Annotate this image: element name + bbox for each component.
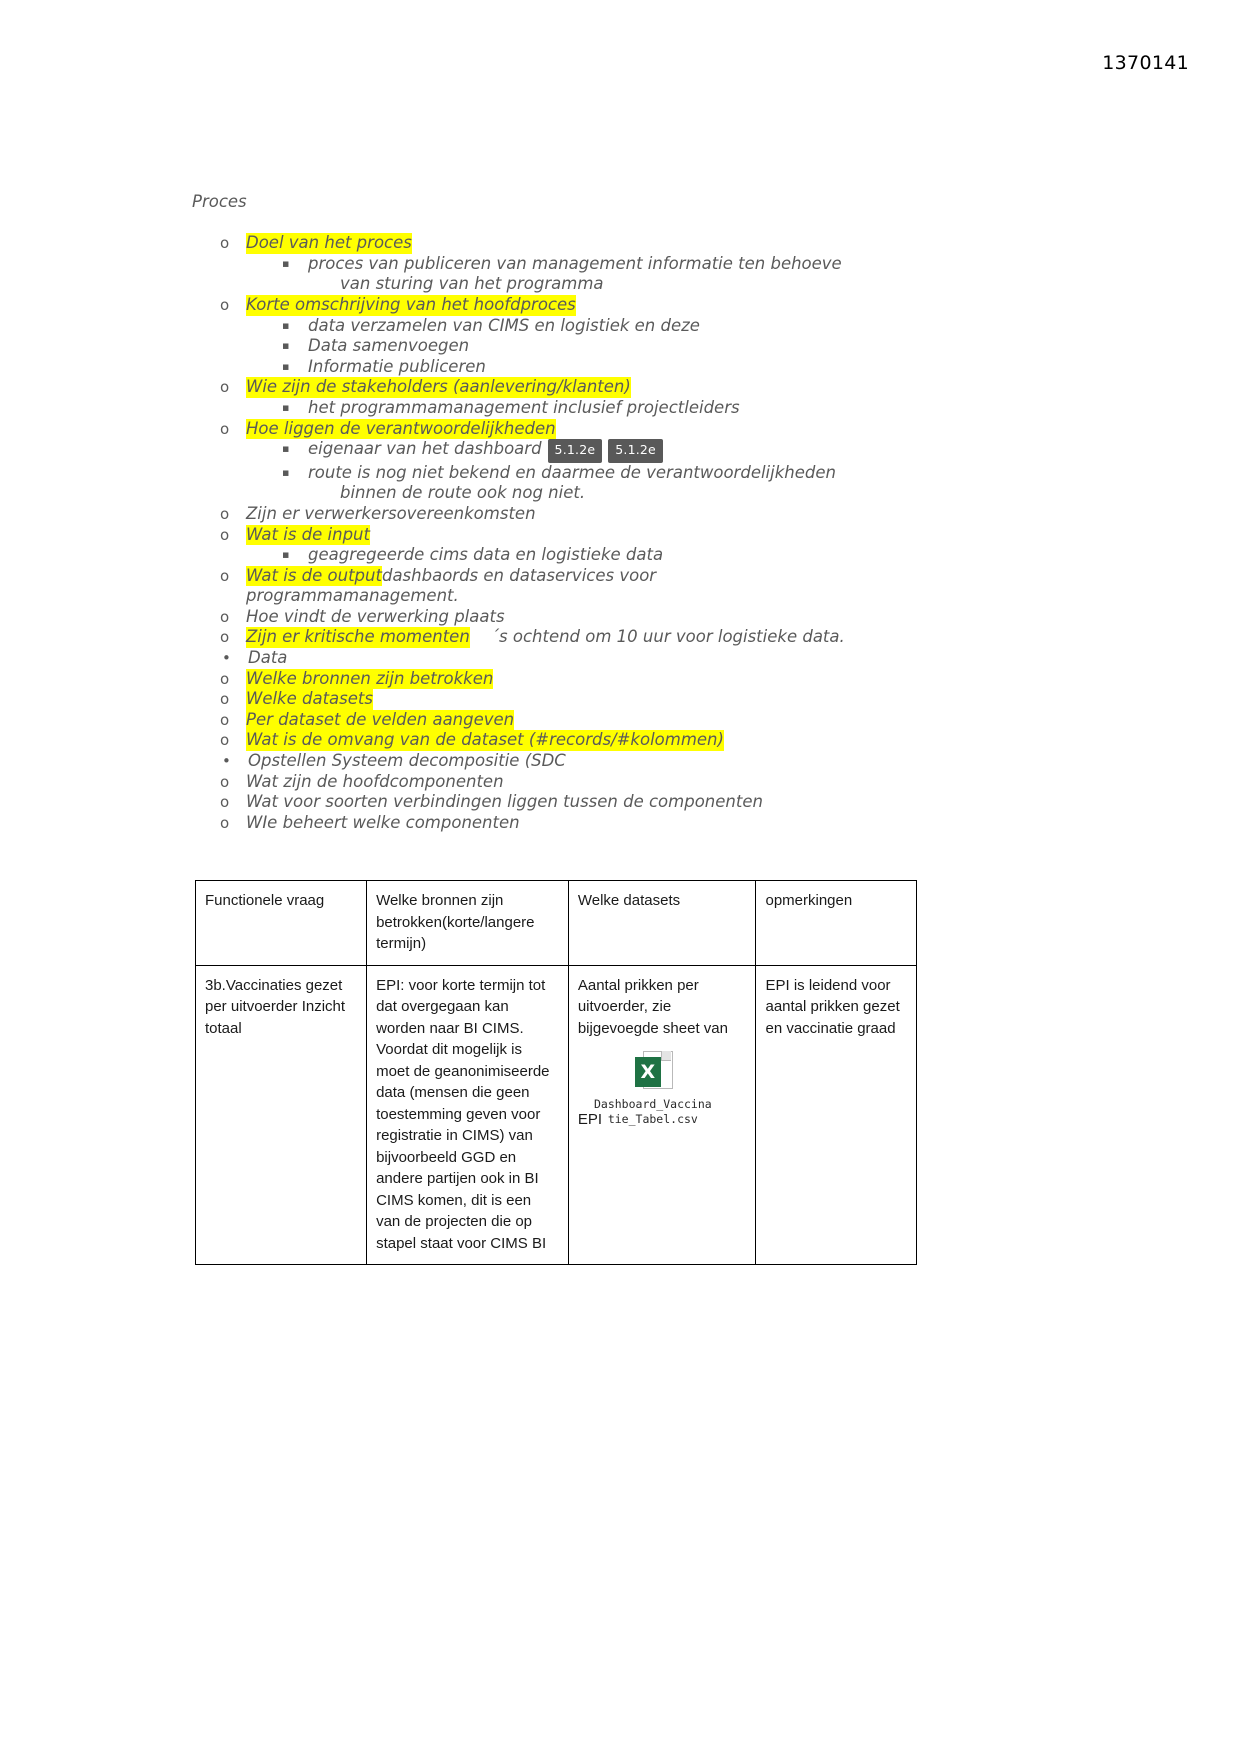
list-item-label: route is nog niet bekend en daarmee de verantwoordelijkheden [308,462,836,482]
list-item [192,316,1092,337]
list-item [192,730,1092,751]
bullet-square-icon: ▪ [282,400,290,414]
list-item-continuation [192,483,1092,504]
outline-heading-label: Proces [192,192,247,211]
list-item-label: Per dataset de velden aangeven [246,709,515,729]
list-item-label: proces van publiceren van management informatie ten behoeve [308,253,842,273]
list-item-continuation [192,274,1092,295]
list-item [192,792,1092,813]
list-item-label: Welke bronnen zijn betrokken [246,668,494,688]
table-cell-datasets [568,965,756,1265]
list-item-label: Wat is de output [246,565,382,585]
bullet-circle-icon: o [220,628,230,647]
list-item-label: Wie zijn de stakeholders (aanlevering/klanten) [246,377,631,397]
list-item [192,398,1092,419]
bullet-circle-icon: o [220,731,230,750]
bullet-square-icon: ▪ [282,318,290,332]
bullet-square-icon: ▪ [282,442,290,456]
redaction-badge: 5.1.2e [608,439,663,463]
list-item [192,463,1092,484]
list-item-label: Zijn er verwerkersovereenkomsten [246,503,536,523]
list-item-label: WIe beheert welke componenten [246,812,520,832]
list-item [192,710,1092,731]
list-item-continuation [192,586,1092,607]
bullet-circle-icon: o [220,504,230,523]
list-item-tail: ´s ochtend om 10 uur voor logistieke data. [469,627,845,647]
bullet-circle-icon: o [220,690,230,709]
outline-list [192,192,1092,833]
list-item [192,772,1092,793]
bullet-circle-icon: o [220,607,230,626]
list-item-label: het programmamanagement inclusief projectleiders [308,397,740,417]
list-item-label: Hoe liggen de verantwoordelijkheden [246,418,556,438]
list-item-label: Opstellen Systeem decompositie (SDC [248,751,566,771]
list-item [192,813,1092,834]
list-item [192,504,1092,525]
bullet-circle-icon: o [220,710,230,729]
table-column-header: Welke bronnen zijn betrokken(korte/langere termijn) [367,881,569,966]
list-item-label: Doel van het proces [246,233,412,253]
list-item-label: Data samenvoegen [308,336,470,356]
list-item-label: Wat zijn de hoofdcomponenten [246,771,504,791]
list-item [192,254,1092,275]
bullet-circle-icon: o [220,669,230,688]
table-cell-opmerkingen: EPI is leidend voor aantal prikken gezet en vaccinatie graad [756,965,917,1265]
datasets-text: Aantal prikken per uitvoerder, zie bijgevoegde sheet van [577,976,728,1037]
list-item-label: Korte omschrijving van het hoofdproces [246,294,576,314]
bullet-square-icon: ▪ [282,256,290,270]
list-item-label: Wat is de omvang van de dataset (#records/#kolommen) [246,730,724,750]
bullet-circle-icon: o [220,378,230,397]
bullet-square-icon: ▪ [282,548,290,562]
list-item-label: Data [248,648,288,668]
list-item-label: geagregeerde cims data en logistieke data [308,545,664,565]
table-column-header: Welke datasets [568,881,756,966]
list-item-label: Hoe vindt de verwerking plaats [246,606,505,626]
attachment-caption-line-2: tie_Tabel.csv [607,1112,698,1126]
bullet-disc-icon: • [222,649,231,668]
list-item [192,525,1092,546]
list-item-label: Informatie publiceren [308,356,486,376]
list-item [192,545,1092,566]
bullet-circle-icon: o [220,566,230,585]
attachment-source-label: EPI [577,1111,603,1128]
list-item [192,627,1092,648]
outline-heading [192,192,1092,213]
table-cell-bronnen: EPI: voor korte termijn tot dat overgegaan kan worden naar BI CIMS. Voordat dit mogelijk is moet de geanonimiseerde data (mensen die geen toestemming geven voor registratie in CIMS) van bijvoorbeeld GGD en andere partijen ook in BI CIMS komen, dit is een van de projecten die op stapel staat voor CIMS BI [367,965,569,1265]
list-item [192,336,1092,357]
list-item [192,419,1092,440]
list-item-label: Wat voor soorten verbindingen liggen tussen de componenten [246,792,763,812]
document-id-number: 1370141 [1102,52,1189,74]
bullet-disc-icon: • [222,752,231,771]
list-item-tail: dashbaords en dataservices voor [381,565,657,585]
list-item-label: Welke datasets [246,689,373,709]
list-item-label: programmamanagement. [246,586,459,606]
list-item [192,439,1092,463]
requirements-table [195,880,917,1265]
bullet-circle-icon: o [220,295,230,314]
list-item-label: eigenaar van het dashboard [308,439,542,459]
bullet-circle-icon: o [220,525,230,544]
list-item-label: Wat is de input [246,524,370,544]
list-item [192,607,1092,628]
attachment-caption-line-1: Dashboard_Vaccina [593,1097,712,1111]
list-item [192,295,1092,316]
list-item [192,233,1092,254]
table-column-header: Functionele vraag [196,881,367,966]
bullet-square-icon: ▪ [282,359,290,373]
excel-file-icon: X [635,1051,671,1093]
list-item [192,669,1092,690]
table-row [196,965,917,1265]
list-item-label: van sturing van het programma [340,274,604,294]
list-item [192,377,1092,398]
list-item-label: binnen de route ook nog niet. [340,483,586,503]
list-item-label: data verzamelen van CIMS en logistiek en deze [308,315,700,335]
bullet-circle-icon: o [220,793,230,812]
bullet-circle-icon: o [220,813,230,832]
table-column-header: opmerkingen [756,881,917,966]
bullet-square-icon: ▪ [282,465,290,479]
list-item [192,648,1092,669]
list-item [192,689,1092,710]
list-item-label: Zijn er kritische momenten [246,627,470,647]
list-item [192,751,1092,772]
redaction-badge: 5.1.2e [548,439,603,463]
bullet-circle-icon: o [220,419,230,438]
bullet-circle-icon: o [220,234,230,253]
table-cell-functionele-vraag: 3b.Vaccinaties gezet per uitvoerder Inzicht totaal [196,965,367,1265]
list-item [192,357,1092,378]
bullet-square-icon: ▪ [282,339,290,353]
list-item [192,566,1092,587]
table-header-row [196,881,917,966]
bullet-circle-icon: o [220,772,230,791]
